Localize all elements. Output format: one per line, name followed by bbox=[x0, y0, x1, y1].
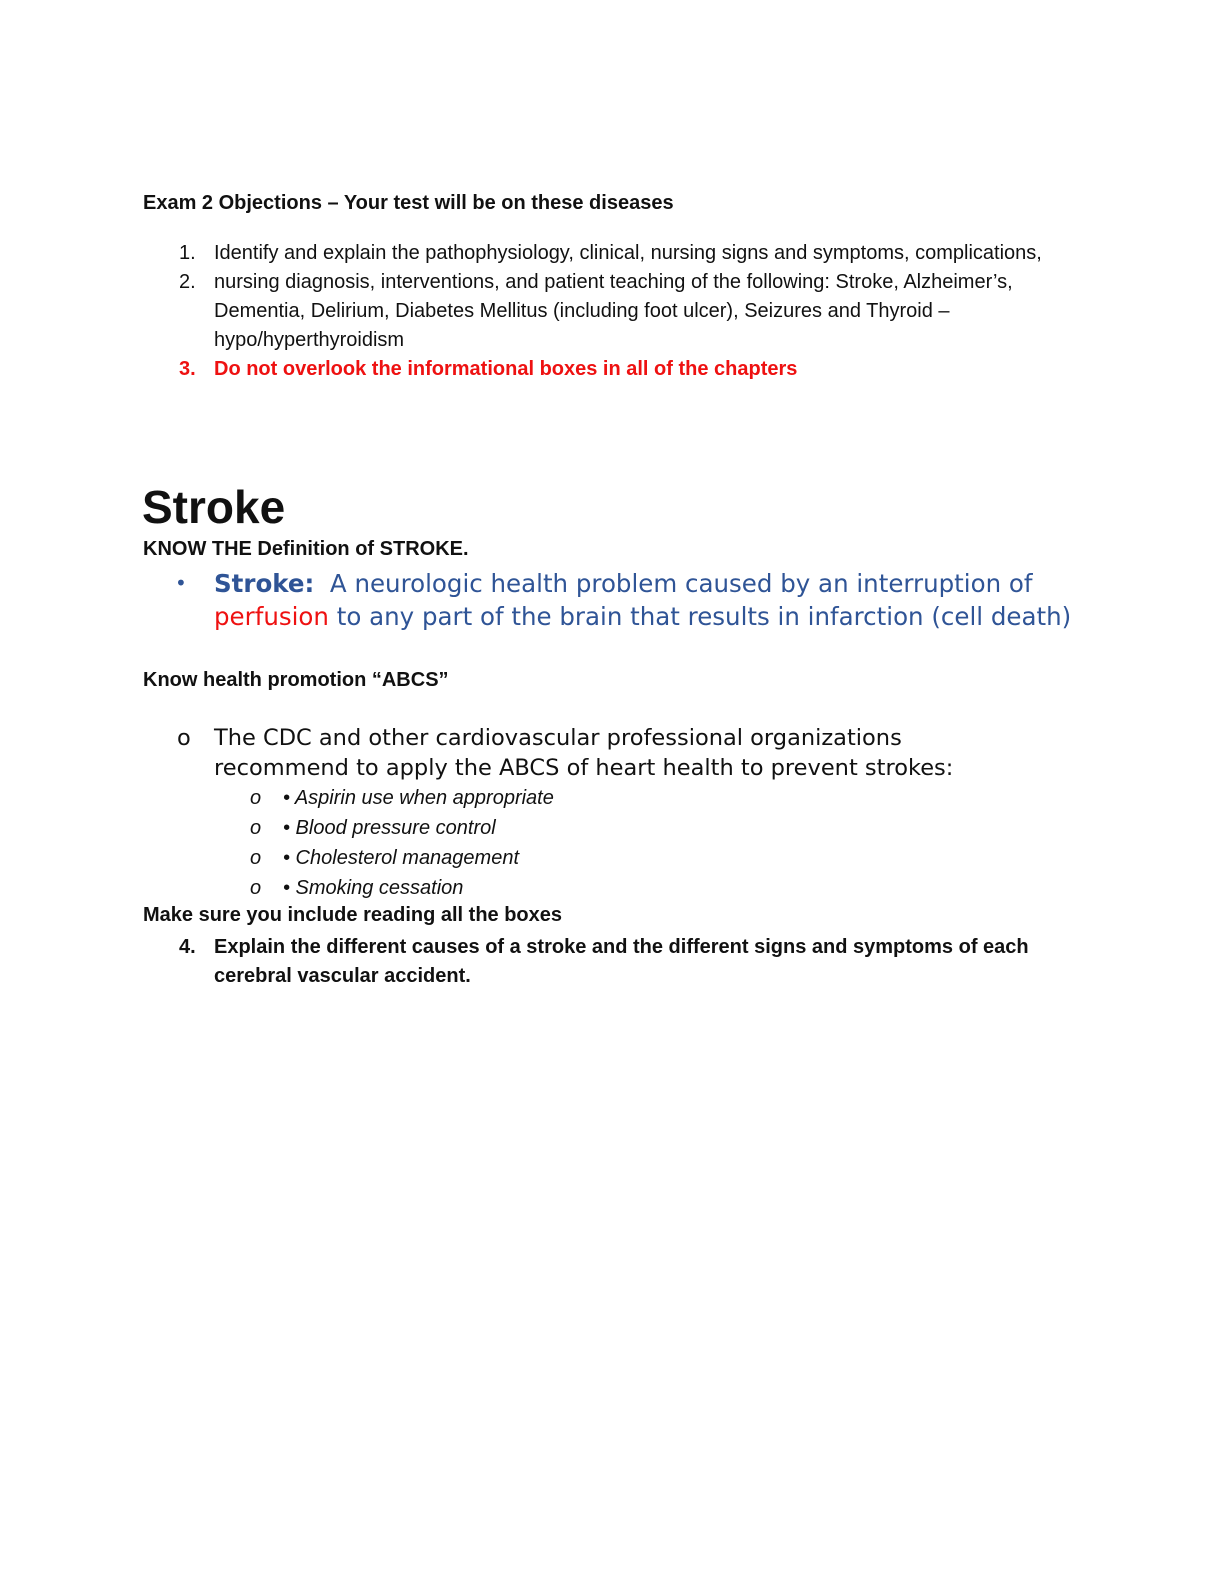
explain-text: Explain the different causes of a stroke and the different signs and symptoms of each cerebral vascular accident. bbox=[214, 936, 1029, 987]
definition-part2: to any part of the brain that results in infarction (cell death) bbox=[328, 602, 1072, 631]
definition-part1: A neurologic health problem caused by an interruption of bbox=[314, 569, 1041, 598]
explain-item bbox=[143, 933, 1073, 991]
objectives-list bbox=[143, 239, 1073, 384]
page-heading: Exam 2 Objections – Your test will be on these diseases bbox=[143, 192, 674, 214]
cdc-recommendation bbox=[143, 723, 1043, 783]
definition-highlight: perfusion bbox=[214, 602, 329, 631]
circle-bullet-icon: o bbox=[250, 787, 262, 809]
circle-bullet-icon: o bbox=[250, 817, 262, 839]
stroke-definition bbox=[143, 567, 1073, 633]
bullet-icon: • bbox=[175, 571, 187, 595]
list-item-highlighted bbox=[143, 355, 1073, 384]
list-number: 3. bbox=[179, 358, 196, 380]
section-title: Stroke bbox=[142, 481, 286, 533]
list-number: 1. bbox=[179, 242, 196, 264]
list-item bbox=[143, 783, 554, 813]
list-item-text: • Aspirin use when appropriate bbox=[283, 787, 554, 809]
list-item-text: Identify and explain the pathophysiology, clinical, nursing signs and symptoms, complications, bbox=[214, 242, 1042, 264]
list-item bbox=[143, 268, 1073, 355]
circle-bullet-icon: o bbox=[250, 877, 262, 899]
list-item-text: • Blood pressure control bbox=[283, 817, 496, 839]
list-item bbox=[143, 843, 554, 873]
circle-bullet-icon: o bbox=[177, 725, 191, 751]
list-item-text: Do not overlook the informational boxes in all of the chapters bbox=[214, 358, 798, 380]
know-definition-label: KNOW THE Definition of STROKE. bbox=[143, 538, 469, 560]
abcs-list bbox=[143, 783, 554, 903]
list-number: 4. bbox=[179, 936, 196, 958]
boxes-note: Make sure you include reading all the boxes bbox=[143, 904, 563, 926]
definition-term: Stroke: bbox=[214, 569, 315, 598]
list-item-text: nursing diagnosis, interventions, and patient teaching of the following: Stroke, Alzheimer’s, Dementia, Delirium, Diabetes Mellitus (including foot ulcer), Seizures and Thyroid – hypo/hyperthyroidism bbox=[214, 271, 1013, 351]
definition-text bbox=[143, 567, 1073, 633]
cdc-text: The CDC and other cardiovascular professional organizations recommend to apply the ABCS of heart health to prevent strokes: bbox=[214, 725, 954, 781]
list-item bbox=[143, 873, 554, 903]
list-item bbox=[143, 813, 554, 843]
circle-bullet-icon: o bbox=[250, 847, 262, 869]
health-promotion-label: Know health promotion “ABCS” bbox=[143, 669, 449, 691]
list-number: 2. bbox=[179, 271, 196, 293]
list-item-text: • Smoking cessation bbox=[283, 877, 464, 899]
list-item bbox=[143, 239, 1073, 268]
list-item-text: • Cholesterol management bbox=[283, 847, 520, 869]
